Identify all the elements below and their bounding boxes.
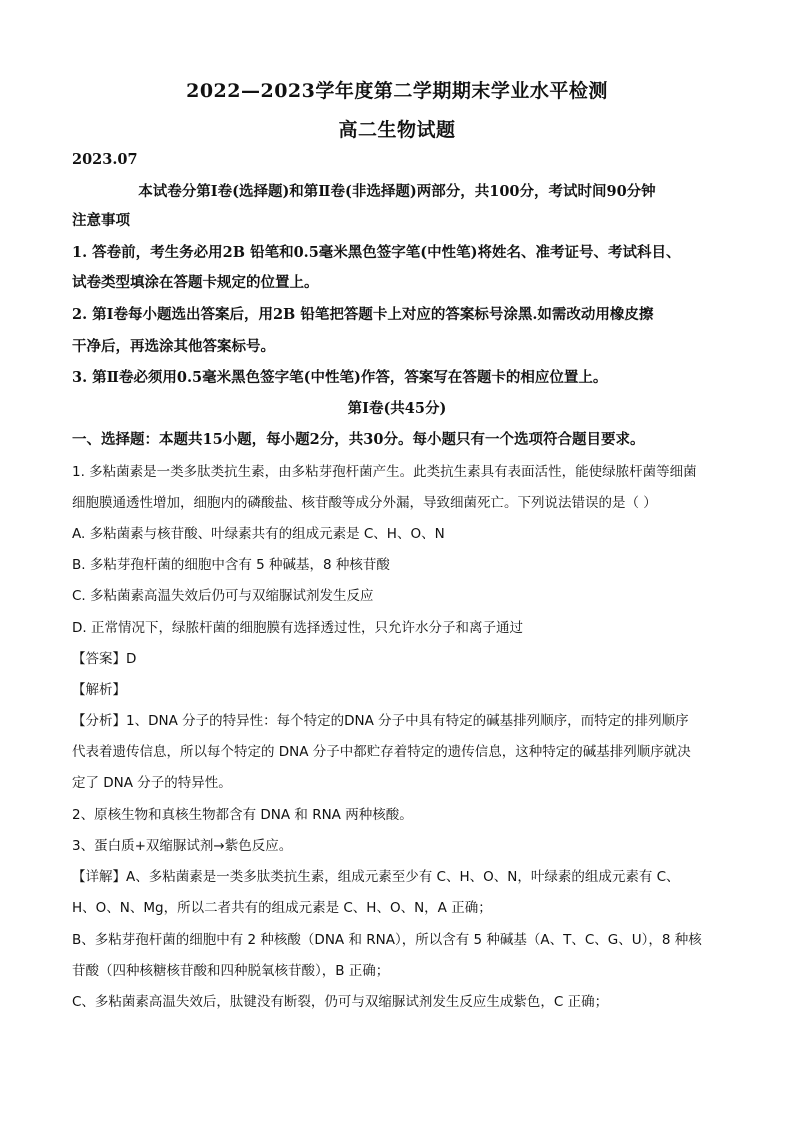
section-heading: 一、选择题：本题共15小题，每小题2分，共30分。每小题只有一个选项符合题目要求。 [72,431,645,448]
detail-line: H、O、N、Mg，所以二者共有的组成元素是 C、H、O、N，A 正确； [72,900,492,916]
detail-line: 【详解】A、多粘菌素是一类多肽类抗生素，组成元素至少有 C、H、O、N，叶绿素的组成元素有 C、 [72,869,680,885]
question-stem: 1. 多粘菌素是一类多肽类抗生素，由多粘芽孢杆菌产生。此类抗生素具有表面活性，能使绿脓杆菌等细菌 [72,464,697,480]
notes-line: 3. 第Ⅱ卷必须用0.5毫米黑色签字笔(中性笔)作答，答案写在答题卡的相应位置上。 [72,369,608,386]
part1-heading: 第Ⅰ卷(共45分) [347,400,447,417]
answer-label: 【答案】D [72,651,137,667]
notes-line: 干净后，再选涂其他答案标号。 [72,338,275,355]
option-c: C. 多粘菌素高温失效后仍可与双缩脲试剂发生反应 [72,588,374,604]
exam-date: 2023.07 [72,151,138,168]
option-a: A. 多粘菌素与核苷酸、叶绿素共有的组成元素是 C、H、O、N [72,526,445,542]
analysis-line: 3、蛋白质+双缩脲试剂→紫色反应。 [72,838,293,854]
analysis-line: 2、原核生物和真核生物都含有 DNA 和 RNA 两种核酸。 [72,807,413,823]
detail-line: C、多粘菌素高温失效后，肽键没有断裂，仍可与双缩脲试剂发生反应生成紫色，C 正确； [72,994,609,1010]
option-d: D. 正常情况下，绿脓杆菌的细胞膜有选择透过性，只允许水分子和离子通过 [72,620,523,636]
notes-heading: 注意事项 [72,212,130,229]
detail-line: 苷酸（四种核糖核苷酸和四种脱氧核苷酸），B 正确； [72,963,390,979]
notes-line: 2. 第Ⅰ卷每小题选出答案后，用2B 铅笔把答题卡上对应的答案标号涂黑.如需改动用橡皮擦 [72,306,654,323]
notes-line: 1. 答卷前，考生务必用2B 铅笔和0.5毫米黑色签字笔(中性笔)将姓名、准考证号、考试科目、 [72,244,681,261]
analysis-line: 代表着遗传信息，所以每个特定的 DNA 分子中都贮存着特定的遗传信息，这种特定的碱基排列顺序就决 [72,744,691,760]
exam-subtitle: 高二生物试题 [338,119,456,141]
question-stem: 细胞膜通透性增加，细胞内的磷酸盐、核苷酸等成分外漏，导致细菌死亡。下列说法错误的是（ ） [72,495,657,511]
exam-title: 2022—2023学年度第二学期期末学业水平检测 [186,80,608,102]
detail-line: B、多粘芽孢杆菌的细胞中有 2 种核酸（DNA 和 RNA），所以含有 5 种碱基（A、T、C、G、U），8 种核 [72,932,702,948]
notes-line: 试卷类型填涂在答题卡规定的位置上。 [72,274,319,291]
analysis-line: 【分析】1、DNA 分子的特异性：每个特定的DNA 分子中具有特定的碱基排列顺序，而特定的排列顺序 [72,713,689,729]
option-b: B. 多粘芽孢杆菌的细胞中含有 5 种碱基，8 种核苷酸 [72,557,390,573]
exam-intro: 本试卷分第Ⅰ卷(选择题)和第Ⅱ卷(非选择题)两部分，共100分，考试时间90分钟 [138,183,656,200]
analysis-label: 【解析】 [72,682,126,698]
analysis-line: 定了 DNA 分子的特异性。 [72,775,232,791]
